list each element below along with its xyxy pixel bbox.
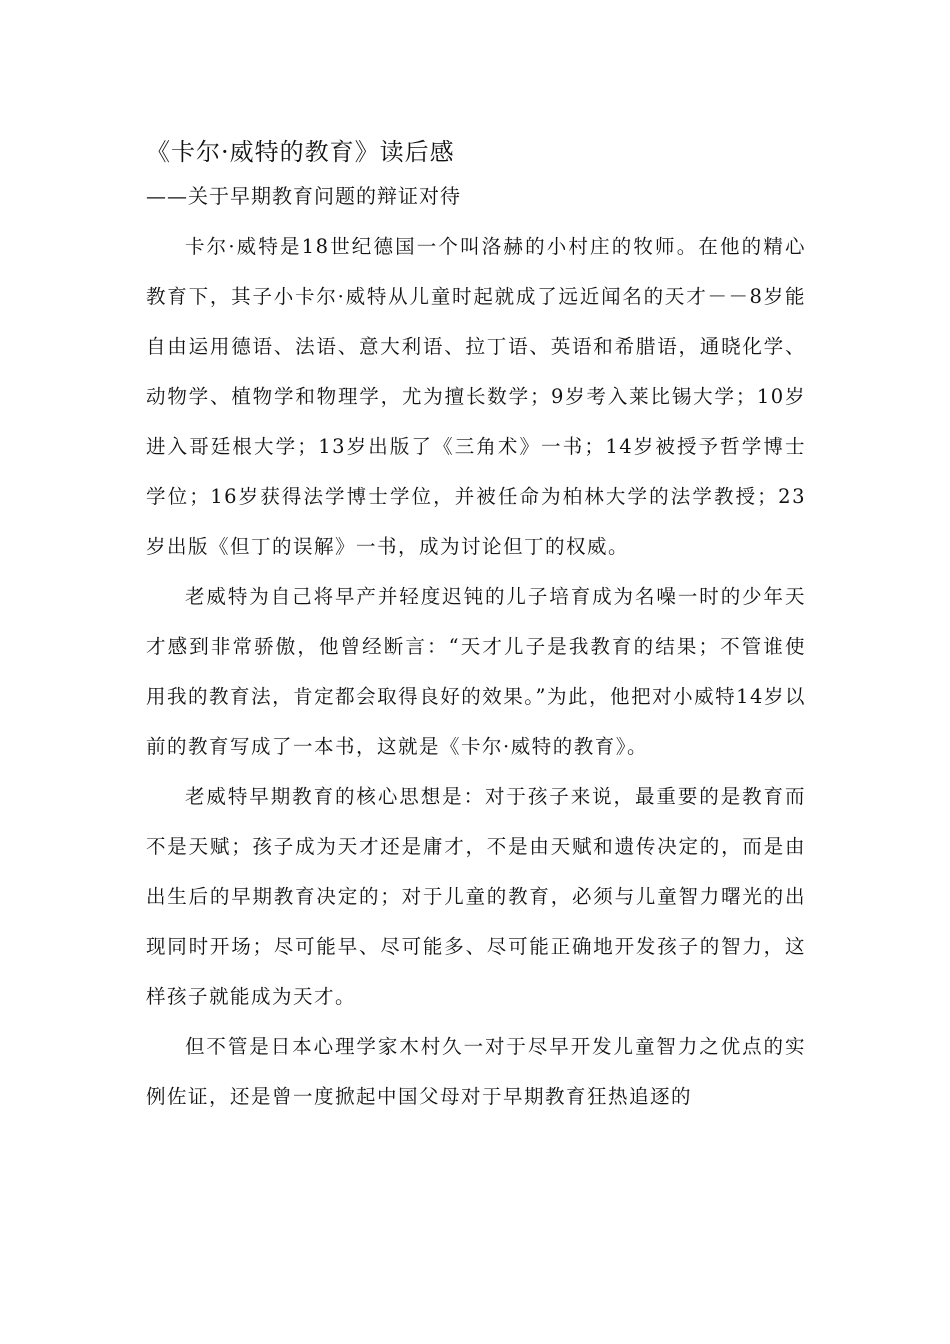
document-title: 《卡尔·威特的教育》读后感 — [146, 138, 455, 166]
paragraph-3: 老威特早期教育的核心思想是：对于孩子来说，最重要的是教育而不是天赋；孩子成为天才还是庸才，不是由天赋和遗传决定的，而是由出生后的早期教育决定的；对于儿童的教育，必须与儿童智力曙光的出现同时开场；尽可能早、尽可能多、尽可能正确地开发孩子的智力，这样孩子就能成为天才。 — [146, 785, 806, 1008]
paragraph-1: 卡尔·威特是18世纪德国一个叫洛赫的小村庄的牧师。在他的精心教育下，其子小卡尔·威特从儿童时起就成了远近闻名的天才－－8岁能自由运用德语、法语、意大利语、拉丁语、英语和希腊语，通晓化学、动物学、植物学和物理学，尤为擅长数学；9岁考入莱比锡大学；10岁进入哥廷根大学；13岁出版了《三角术》一书；14岁被授予哲学博士学位；16岁获得法学博士学位，并被任命为柏林大学的法学教授；23岁出版《但丁的误解》一书，成为讨论但丁的权威。 — [146, 235, 806, 558]
document-subtitle: ——关于早期教育问题的辩证对待 — [146, 184, 461, 208]
paragraph-4: 但不管是日本心理学家木村久一对于尽早开发儿童智力之优点的实例佐证，还是曾一度掀起中国父母对于早期教育狂热追逐的 — [146, 1035, 806, 1108]
document-body — [146, 130, 806, 1122]
paragraph-2: 老威特为自己将早产并轻度迟钝的儿子培育成为名噪一时的少年天才感到非常骄傲，他曾经断言：“天才儿子是我教育的结果；不管谁使用我的教育法，肯定都会取得良好的效果。”为此，他把对小威特14岁以前的教育写成了一本书，这就是《卡尔·威特的教育》。 — [146, 585, 806, 758]
